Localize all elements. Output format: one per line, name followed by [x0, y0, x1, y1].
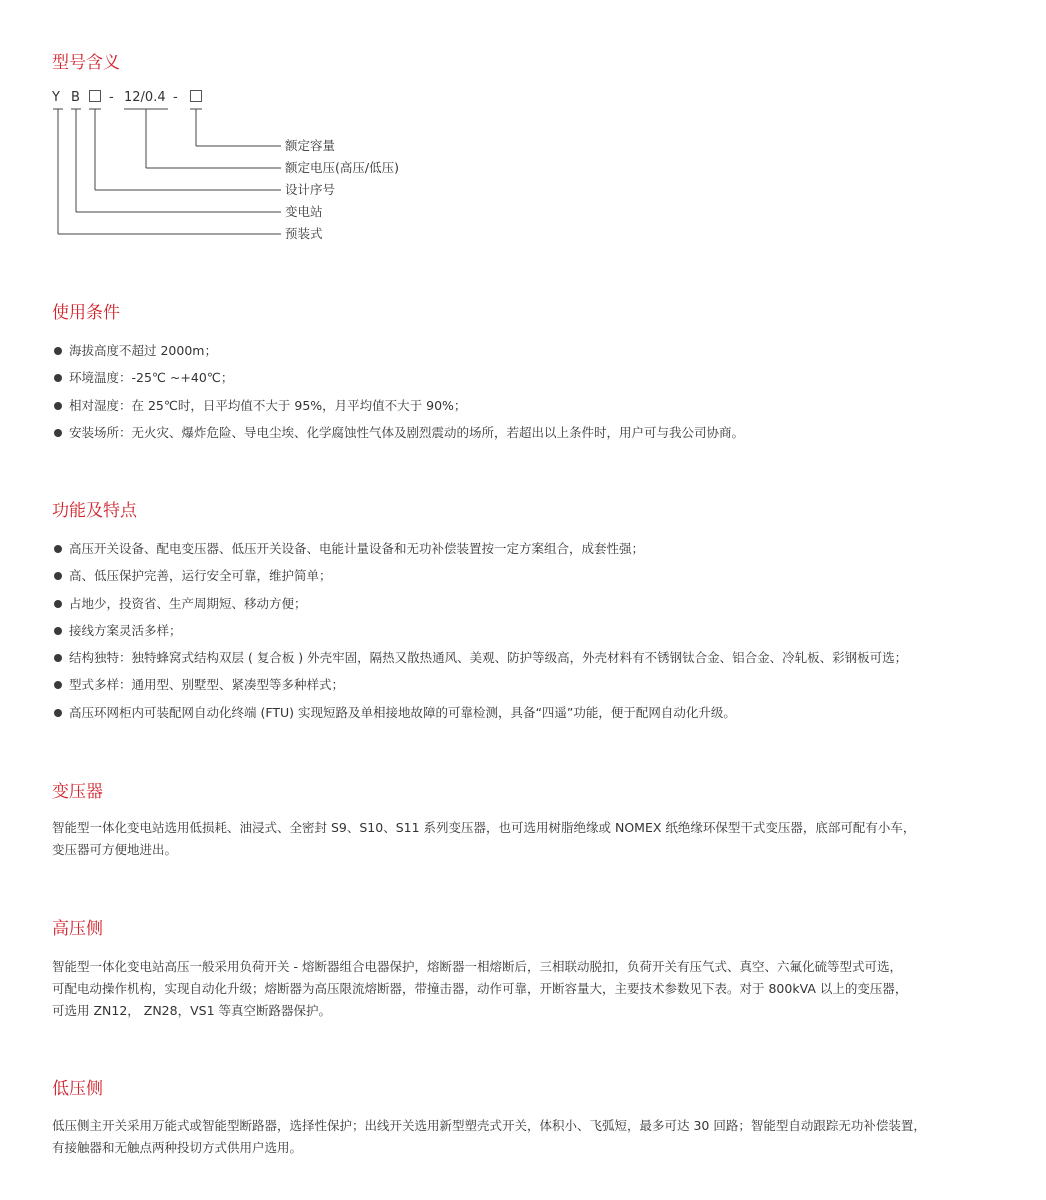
label-substation: 变电站: [285, 204, 323, 219]
model-code-diagram: [52, 88, 472, 248]
bullet-icon: [54, 681, 62, 689]
bullet-icon: [54, 402, 62, 410]
list-item: 占地少，投资省、生产周期短、移动方便；: [52, 590, 907, 617]
bullet-icon: [54, 429, 62, 437]
paragraph-line: 智能型一体化变电站选用低损耗、油浸式、全密封 S9、S10、S11 系列变压器，也可选用树脂绝缘或 NOMEX 纸绝缘环保型干式变压器，底部可配有小车，: [52, 820, 916, 835]
bullet-icon: [54, 654, 62, 662]
code-dash: -: [173, 90, 178, 105]
paragraph-line: 智能型一体化变电站高压一般采用负荷开关 - 熔断器组合电器保护，熔断器一相熔断后，三相联动脱扣，负荷开关有压气式、真空、六氟化硫等型式可选，: [52, 959, 902, 974]
paragraph-line: 可选用 ZN12， ZN28，VS1 等真空断路器保护。: [52, 1003, 331, 1018]
hv-side-paragraph: [52, 956, 1002, 1022]
label-rated-capacity: 额定容量: [285, 138, 336, 153]
label-design-number: 设计序号: [285, 182, 336, 197]
list-item: 高压开关设备、配电变压器、低压开关设备、电能计量设备和无功补偿装置按一定方案组合，成套性强；: [52, 535, 907, 562]
bullet-icon: [54, 600, 62, 608]
list-item: 环境温度：-25℃ ~+40℃；: [52, 364, 744, 391]
code-rating: 12/0.4: [124, 90, 166, 105]
list-item: 安装场所：无火灾、爆炸危险、导电尘埃、化学腐蚀性气体及剧烈震动的场所，若超出以上条件时，用户可与我公司协商。: [52, 419, 744, 446]
bullet-icon: [54, 709, 62, 717]
paragraph-line: 低压侧主开关采用万能式或智能型断路器，选择性保护；出线开关选用新型塑壳式开关，体积小、飞弧短，最多可达 30 回路；智能型自动跟踪无功补偿装置，: [52, 1118, 926, 1133]
section-title-transformer: 变压器: [52, 782, 103, 802]
section-title-hv-side: 高压侧: [52, 919, 103, 939]
code-dash: -: [109, 90, 114, 105]
section-title-conditions: 使用条件: [52, 303, 120, 323]
paragraph-line: 变压器可方便地进出。: [52, 842, 178, 857]
lv-side-paragraph: [52, 1115, 1002, 1159]
bullet-icon: [54, 572, 62, 580]
section-title-model: 型号含义: [52, 53, 120, 73]
section-title-features: 功能及特点: [52, 501, 137, 521]
transformer-paragraph: [52, 817, 1002, 861]
features-list: [52, 535, 907, 726]
list-item: 高压环网柜内可装配网自动化终端 (FTU) 实现短路及单相接地故障的可靠检测，具备“四遥”功能，便于配网自动化升级。: [52, 699, 907, 726]
list-item: 结构独特：独特蜂窝式结构双层 ( 复合板 ) 外壳牢固，隔热又散热通风、美观、防护等级高，外壳材料有不锈钢钛合金、铝合金、冷轧板、彩钢板可选；: [52, 644, 907, 671]
list-item: 型式多样：通用型、别墅型、紧凑型等多种样式；: [52, 671, 907, 698]
bullet-icon: [54, 347, 62, 355]
list-item: 高、低压保护完善，运行安全可靠，维护简单；: [52, 562, 907, 589]
section-title-lv-side: 低压侧: [52, 1079, 103, 1099]
code-letter-y: Y: [52, 90, 60, 105]
paragraph-line: 可配电动操作机构，实现自动化升级；熔断器为高压限流熔断器，带撞击器，动作可靠，开断容量大，主要技术参数见下表。对于 800kVA 以上的变压器，: [52, 981, 908, 996]
bullet-icon: [54, 545, 62, 553]
paragraph-line: 有接触器和无触点两种投切方式供用户选用。: [52, 1140, 303, 1155]
label-prefabricated: 预装式: [285, 226, 323, 241]
list-item: 接线方案灵活多样；: [52, 617, 907, 644]
code-letter-b: B: [71, 90, 80, 105]
conditions-list: [52, 337, 744, 446]
bullet-icon: [54, 374, 62, 382]
bullet-icon: [54, 627, 62, 635]
label-rated-voltage: 额定电压(高压/低压): [285, 160, 399, 175]
list-item: 海拔高度不超过 2000m；: [52, 337, 744, 364]
list-item: 相对湿度：在 25℃时，日平均值不大于 95%，月平均值不大于 90%；: [52, 392, 744, 419]
model-connector-lines: [52, 88, 472, 248]
